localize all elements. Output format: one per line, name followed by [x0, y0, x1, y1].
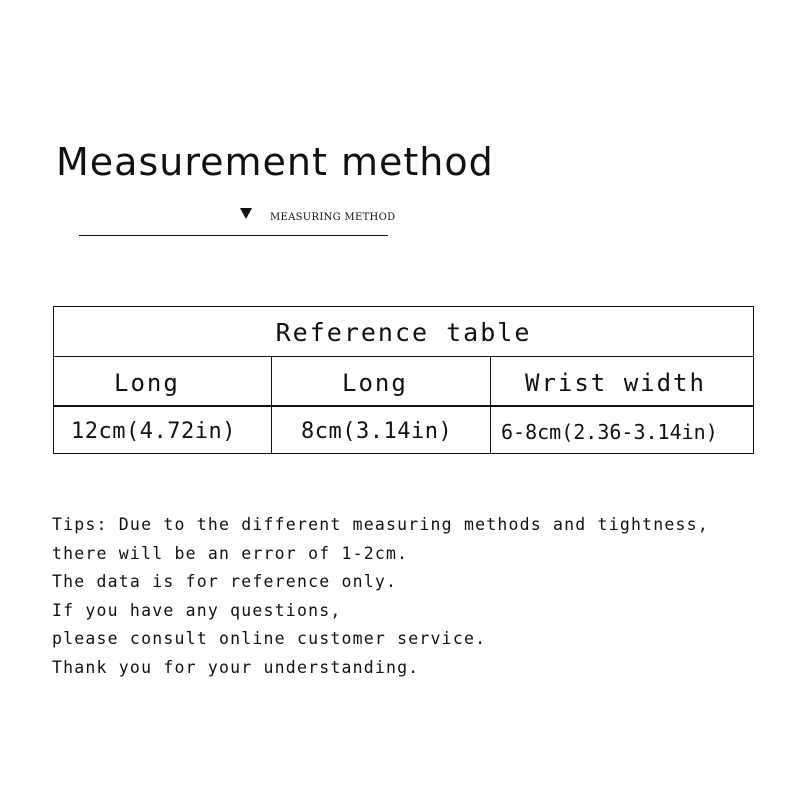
page-title: Measurement method [56, 140, 494, 184]
triangle-down-icon [240, 208, 252, 219]
header-cell-wrist-width: Wrist width [490, 357, 753, 405]
tips-text [52, 511, 709, 683]
tip-line: please consult online customer service. [52, 629, 487, 649]
tip-line: Tips: Due to the different measuring methods and tightness, [52, 515, 709, 534]
table-row [54, 407, 753, 453]
value-cell-long-1: 12cm(4.72in) [71, 419, 236, 444]
section-subtitle: MEASURING METHOD [270, 212, 396, 223]
header-cell-long-2: Long [271, 357, 490, 405]
table-caption: Reference table [54, 307, 753, 357]
table-header-row [54, 357, 753, 407]
tip-line: The data is for reference only. [52, 572, 398, 592]
tip-line: Thank you for your understanding. [52, 657, 420, 677]
value-cell-wrist-width: 6-8cm(2.36-3.14in) [490, 407, 753, 453]
tip-line: there will be an error of 1-2cm. [52, 543, 409, 563]
header-cell-long-1: Long [114, 369, 180, 397]
value-cell-long-2: 8cm(3.14in) [271, 407, 490, 453]
reference-table [53, 306, 754, 454]
subtitle-row [79, 203, 396, 236]
tip-line: If you have any questions, [52, 600, 342, 620]
